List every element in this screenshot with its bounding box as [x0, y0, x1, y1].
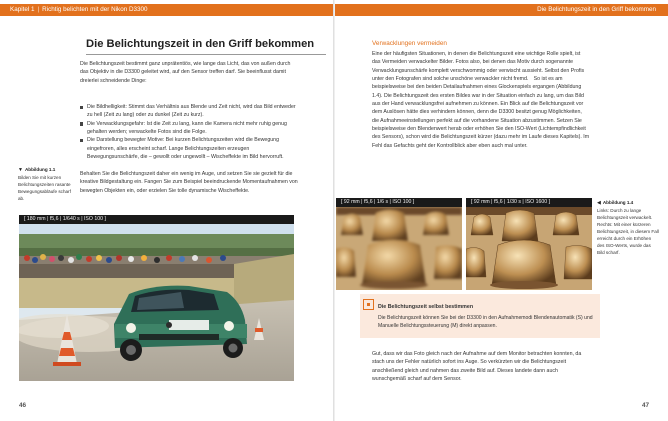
bullet-text: Die Bildhelligkeit: Stimmt das Verhältnis aus Blende und Zeit nicht, wird das Bild entweder zu hell (Zeit zu lang) oder zu dunkel (Zeit zu kurz).	[87, 104, 296, 119]
bell-photo-sharp	[466, 198, 592, 290]
figure-caption	[597, 199, 659, 256]
page-number-left: 46	[19, 402, 27, 409]
tip-title: Die Belichtungszeit selbst bestimmen	[378, 304, 474, 310]
body-paragraph	[80, 170, 298, 195]
bullet-text: Die Darstellung bewegter Motive: Bei kurzen Belichtungszeiten wird die Bewegung eingefroren, alles erscheint scharf. Lange Belichtungszeiten erzeugen Bewegungsunschärfe, die – gewollt oder ungewollt – Wischeffekte im Bild hervorruft.	[87, 137, 284, 161]
intro-paragraph	[80, 60, 298, 85]
chapter-label: Kapitel 1	[10, 6, 35, 13]
body-paragraph	[372, 50, 590, 150]
caption-text: Bilden Sie mit kurzen Belichtungszeiten rasante Bewegungsabläufe scharf ab.	[18, 175, 71, 201]
photo-exif-strip: [ 92 mm | f5,6 | 1/30 s | ISO 1600 ]	[466, 198, 592, 207]
intro-text: Die Belichtungszeit bestimmt ganz unprätentiös, wie lange das Licht, das von außen durch das Objektiv in die D3300 geleitet wird, auf den Sensor treffen darf. Sie beeinflusst damit dreierlei schneidende Dinge:	[80, 61, 291, 84]
caption-arrow-icon: ◀	[597, 200, 601, 206]
page-fold	[333, 0, 335, 421]
tip-icon	[363, 299, 374, 310]
right-running-header	[335, 4, 668, 16]
bullet-square-icon	[80, 139, 83, 142]
caption-arrow-icon: ▼	[18, 167, 23, 173]
chapter-title: Richtig belichten mit der Nikon D3300	[42, 6, 148, 13]
title-underline	[86, 54, 326, 55]
bullet-item	[80, 103, 298, 120]
bell-photo-blurred	[336, 198, 462, 290]
section-title: Die Belichtungszeit in den Griff bekommen	[537, 6, 656, 13]
caption-label: Abbildung 1.1	[24, 167, 56, 172]
header-separator: |	[37, 6, 40, 13]
photo-exif-strip: [ 180 mm | f5,6 | 1/640 s | ISO 100 ]	[19, 215, 294, 224]
bells-blurred-illustration	[336, 207, 462, 290]
bells-sharp-illustration	[466, 207, 592, 290]
paragraph-text: Gut, dass wir das Foto gleich nach der Aufnahme auf dem Monitor betrachten konnten, da stach uns der Fehler natürlich sofort ins Auge. So verkürzten wir die Belichtungszeit anschließend gleich und nahmen das zweite Bild auf. Dieses landete dann auch wunschgemäß scharf auf dem Sensor.	[372, 351, 582, 383]
bullet-square-icon	[80, 122, 83, 125]
caption-label: Abbildung 1.4	[602, 200, 634, 205]
paragraph-text: Behalten Sie die Belichtungszeit daher ein wenig im Auge, und setzen Sie sie gezielt für die kreative Bildgestaltung ein. Fangen Sie zum Beispiel beeindruckende Momentaufnahmen von bewegten Objekten ein, oder erzielen Sie tolle dynamische Wischeffekte.	[80, 171, 298, 194]
bullet-list	[80, 103, 298, 161]
tip-body: Die Belichtungszeit können Sie bei der D3300 in den Aufnahmemodi Blendenautomatik (S) und Manuelle Belichtungssteuerung (M) direkt anpassen.	[378, 315, 593, 330]
figure-caption	[18, 166, 76, 202]
bullet-item	[80, 136, 298, 161]
photo-exif-strip: [ 92 mm | f5,6 | 1/6 s | ISO 100 ]	[336, 198, 462, 207]
body-paragraph	[372, 350, 590, 383]
paragraph-text: Eine der häufigsten Situationen, in denen die Belichtungszeit eine wichtige Rolle spielt, ist das Vermeiden verwackelter Bilder. Fotos also, bei denen das Motiv durch sogenannte Verwacklungsunschärfe komplett verschwommig oder verwischt aussieht. Selbst den Profis unter den Fotografen sind solche unschöne verwackler nicht fremd. So ist es am beispielsweise bei den beiden Detailaufnahmen eines Glockenspiels ergangen (Abbildung 1.4). Die Belichtungszeit des ersten Bildes war in der Situation einfach zu lang, um das Bild aus der Hand verwacklungsfrei aufnehmen zu können. Ein Blick auf die Belichtungszeit vor dem Auslösen hätte dies verhindern können, denn die D3300 besitzt genug Möglichkeiten, die Aufnahmeeinstellungen perfekt auf die vorhandene Situation abzustimmen. Setzen Sie beispielsweise den Blendenwert herab oder erhöhen Sie den ISO-Wert (Lichtempfindlichkeit des Sensors), schon wird die Belichtungszeit kürzer (dazu mehr im Laufe dieses Kapitels). Im Fehl das Gefachts geht der Kontrollblick aber eben auch mal unter.	[372, 51, 590, 149]
caption-text: Links: Durch zu lange Belichtungszeit verwackelt. Rechts: Mit einer kürzeren Belichtungszeit, in diesem Fall erreicht durch ein Erhöhen des ISO-Werts, wurde das Bild scharf.	[597, 208, 659, 255]
page-title: Die Belichtungszeit in den Griff bekommen	[86, 38, 315, 50]
bullet-text: Die Verwacklungsgefahr: Ist die Zeit zu lang, kann die Kamera nicht mehr ruhig genug gehalten werden; verwackelte Fotos sind die Folge.	[87, 120, 287, 136]
sub-heading: Verwacklungen vermeiden	[372, 40, 447, 47]
page-number-right: 47	[642, 402, 650, 409]
left-running-header	[0, 4, 333, 16]
rally-car-illustration	[19, 224, 294, 381]
bullet-item	[80, 120, 298, 137]
rally-car-photo	[19, 224, 294, 381]
bullet-square-icon	[80, 106, 83, 109]
